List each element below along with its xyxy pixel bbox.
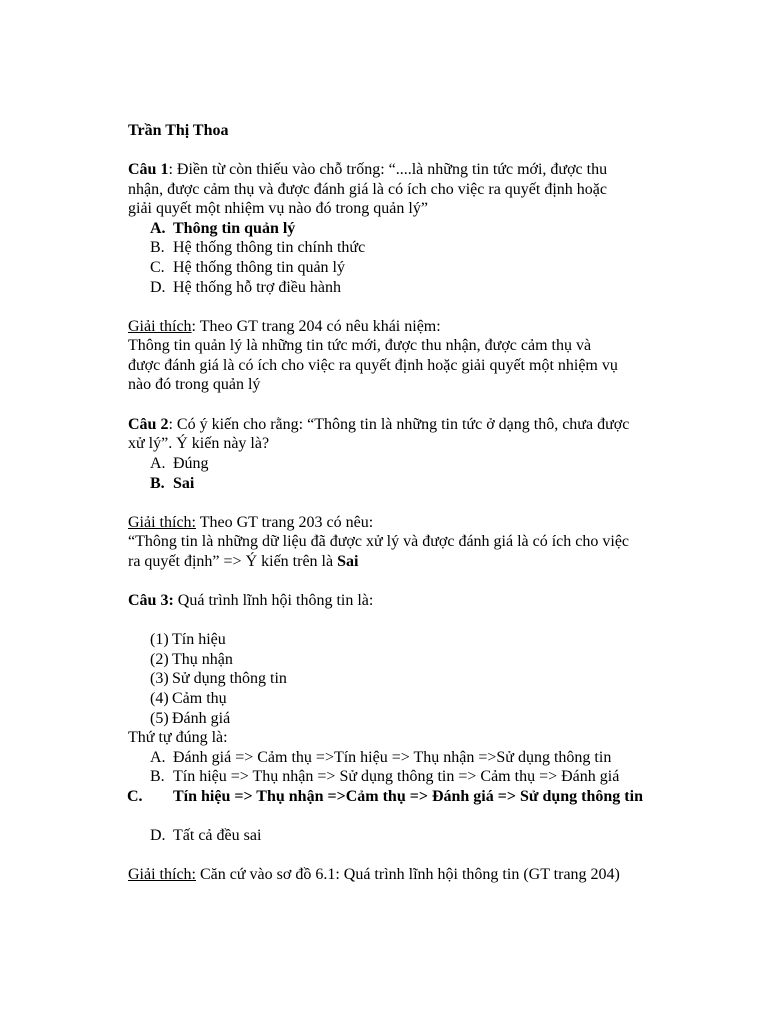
q3-question: Câu 3: Quá trình lĩnh hội thông tin là: xyxy=(128,592,374,609)
q3-option-b: B. Tín hiệu => Thụ nhận => Sử dụng thông tin => Cảm thụ => Đánh giá xyxy=(150,768,620,785)
q3-option-c: C. Tín hiệu => Thụ nhận =>Cảm thụ => Đánh giá => Sử dụng thông tin xyxy=(127,788,643,805)
q2-label: Câu 2 xyxy=(128,416,169,433)
q2-option-b: B. Sai xyxy=(150,475,195,492)
q3-step-2: (2) Thụ nhận xyxy=(150,651,233,668)
q1-explain-label: Giải thích xyxy=(128,318,192,335)
q3-label: Câu 3: xyxy=(128,592,174,609)
q3-option-a: A. Đánh giá => Cảm thụ =>Tín hiệu => Thụ nhận =>Sử dụng thông tin xyxy=(150,749,612,766)
q1-label: Câu 1 xyxy=(128,161,169,178)
q1-question-line3: giải quyết một nhiệm vụ nào đó trong quản lý” xyxy=(128,200,428,217)
q3-step-4: (4) Cảm thụ xyxy=(150,690,227,707)
q3-step-3: (3) Sử dụng thông tin xyxy=(150,670,287,687)
q1-explanation-line3: nào đó trong quản lý xyxy=(128,376,261,393)
q2-explanation: Giải thích: Theo GT trang 203 có nêu: xyxy=(128,514,374,531)
q2-question: Câu 2: Có ý kiến cho rằng: “Thông tin là những tin tức ở dạng thô, chưa được xyxy=(128,416,630,433)
q1-explanation-line2: được đánh giá là có ích cho việc ra quyết định hoặc giải quyết một nhiệm vụ xyxy=(128,357,618,374)
q1-question-line2: nhận, được cảm thụ và được đánh giá là có ích cho việc ra quyết định hoặc xyxy=(128,181,607,198)
q1-option-a: A. Thông tin quản lý xyxy=(150,220,296,237)
q2-question-line2: xử lý”. Ý kiến này là? xyxy=(128,435,270,452)
q3-step-5: (5) Đánh giá xyxy=(150,710,231,727)
q1-explanation: Giải thích: Theo GT trang 204 có nêu khái niệm: xyxy=(128,318,441,335)
q3-explanation: Giải thích: Căn cứ vào sơ đồ 6.1: Quá trình lĩnh hội thông tin (GT trang 204) xyxy=(128,866,620,883)
q3-option-d: D. Tất cả đều sai xyxy=(150,827,262,844)
q3-step-1: (1) Tín hiệu xyxy=(150,631,226,648)
q1-option-c: C. Hệ thống thông tin quản lý xyxy=(150,259,345,276)
q1-explanation-line1: Thông tin quản lý là những tin tức mới, được thu nhận, được cảm thụ và xyxy=(128,337,592,354)
q1-option-d: D. Hệ thống hỗ trợ điều hành xyxy=(150,279,341,296)
q1-option-b: B. Hệ thống thông tin chính thức xyxy=(150,239,366,256)
q2-explanation-line1: “Thông tin là những dữ liệu đã được xử lý và được đánh giá là có ích cho việc xyxy=(128,533,630,550)
q3-explain-label: Giải thích: xyxy=(128,866,196,883)
q3-order-prompt: Thứ tự đúng là: xyxy=(128,729,228,746)
q2-explain-label: Giải thích: xyxy=(128,514,196,531)
author-name: Trần Thị Thoa xyxy=(128,122,229,139)
q2-explanation-line2: ra quyết định” => Ý kiến trên là Sai xyxy=(128,553,359,570)
q1-question: Câu 1: Điền từ còn thiếu vào chỗ trống: “....là những tin tức mới, được thu xyxy=(128,161,608,178)
q2-option-a: A. Đúng xyxy=(150,455,209,472)
